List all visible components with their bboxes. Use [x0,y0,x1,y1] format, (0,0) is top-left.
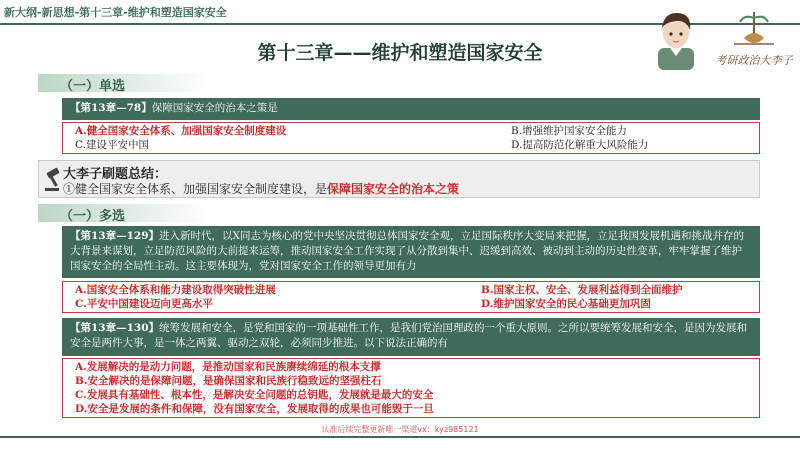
summary-title: 大李子刷题总结： [63,167,168,182]
option-a: A.健全国家安全体系、加强国家安全制度建设 [75,125,287,137]
option-b: B.国家主权、安全、发展利益得到全面维护 [481,284,683,296]
summary-highlight: 保障国家安全的治本之策 [327,182,460,196]
section-label: （一）多选 [60,209,126,224]
option-b: B.增强维护国家安全能力 [511,125,628,137]
option-a: A.国家安全体系和能力建设取得突破性进展 [75,284,276,296]
options-130 [62,358,760,418]
question-tag: 【第13章—129】 [70,230,160,242]
option-c: C.发展具有基础性、根本性，是解决安全问题的总钥匙，发展就是最大的安全 [75,389,434,401]
option-a: A.发展解决的是动力问题，是推动国家和民族赓续绵延的根本支撑 [75,361,381,373]
breadcrumb: 新大纲-新思想-第十三章-维护和塑造国家安全 [4,6,227,19]
option-c: C.建设平安中国 [75,139,149,151]
summary-box [38,160,760,198]
section-multi-choice [38,204,218,222]
logo-text: 考研政治大李子 [715,54,793,67]
summary-line [63,180,459,197]
question-text: 进入新时代，以X同志为核心的党中央坚决贯彻总体国家安全观，立足国际秩序大变局来把握，立足我国发展机遇和挑战并存的大背景来谋划，立足防范风险的大前提来运筹，推动国家安全工作实现了从分散到集中、迟缓到高效、被动到主动的历史性变革，牢牢掌握了维护国家安全的全局性主动。这主要体现为，党对国家安全工作的领导更加有力 [70,230,745,272]
option-b: B.安全解决的是保障问题，是确保国家和民族行稳致远的坚强柱石 [75,375,382,387]
footer-note: 认准后续完整更新唯一渠道vx：kyz985121 [321,425,479,434]
options-129 [62,281,760,313]
gavel-icon [43,167,65,193]
summary-prefix: ①健全国家安全体系、加强国家安全制度建设，是 [63,182,328,196]
question-tag: 【第13章—78】 [70,102,152,114]
section-single-choice [38,74,218,92]
question-tag: 【第13章—130】 [70,322,160,334]
option-c: C.平安中国建设迈向更高水平 [75,298,213,310]
page-title: 第十三章——维护和塑造国家安全 [257,42,543,64]
question-78 [62,98,760,120]
option-d: D.提高防范化解重大风险能力 [511,139,649,151]
section-label: （一）单选 [60,79,126,94]
question-130 [62,318,760,356]
options-78 [62,122,760,154]
question-129 [62,226,760,278]
bottom-divider [0,436,800,438]
option-d: D.维护国家安全的民心基础更加巩固 [481,298,651,310]
question-text: 保障国家安全的治本之策是 [151,102,278,114]
option-d: D.安全是发展的条件和保障，没有国家安全，发展取得的成果也可能毁于一旦 [75,403,434,415]
question-text: 统筹发展和安全，是党和国家的一项基础性工作，是我们党治国理政的一个重大原则。之所以要统筹发展和安全，是因为发展和安全是两件大事，是一体之两翼、驱动之双轮，必须同步推进。以下说法正确的有 [70,322,748,349]
